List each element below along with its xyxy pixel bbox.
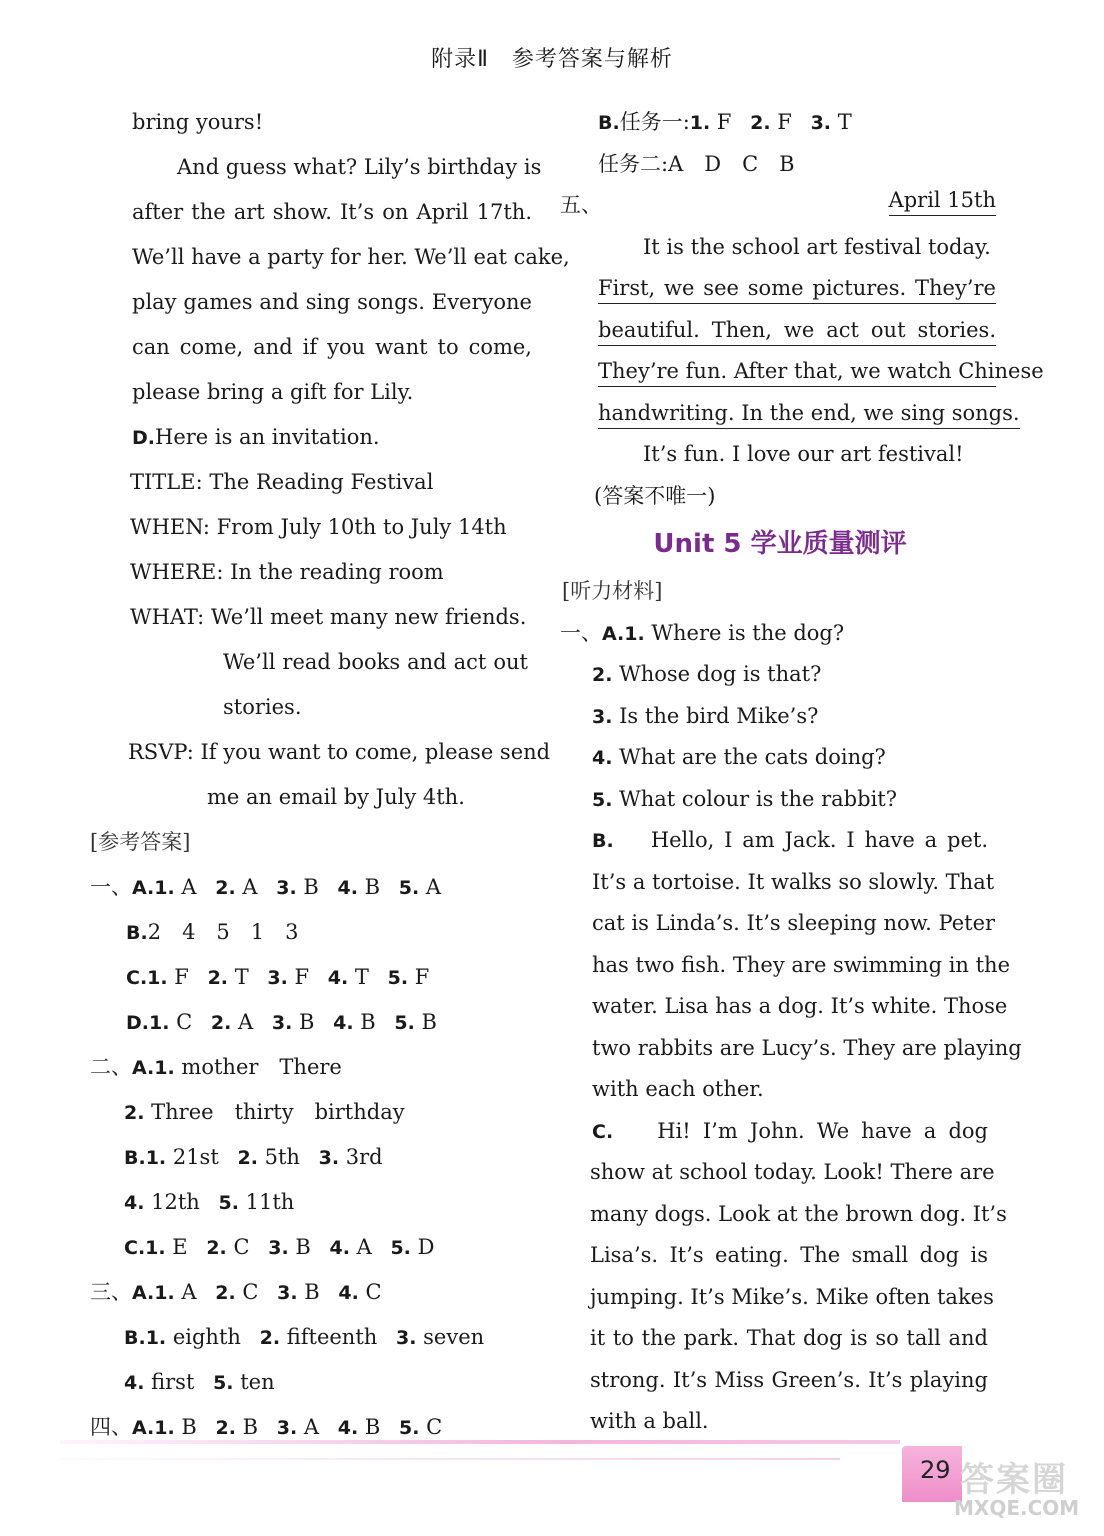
item-value: A	[297, 1415, 320, 1439]
item-number: 5.	[592, 788, 613, 811]
item-value: A	[235, 875, 258, 899]
item-value: B	[288, 1235, 311, 1259]
item-value: F	[167, 965, 189, 989]
answer-item	[338, 875, 399, 899]
answer-item	[215, 1280, 277, 1304]
answer-text: mother There	[181, 1055, 342, 1079]
item-value: B	[235, 1415, 259, 1439]
part-label: C.	[592, 1120, 614, 1143]
answer-item	[268, 1235, 329, 1259]
item-value: A	[419, 875, 442, 899]
item-number: 3.	[318, 1147, 340, 1169]
passage-line: strong. It’s Miss Green’s. It’s playing	[590, 1367, 988, 1392]
section-number: 二、	[90, 1055, 132, 1079]
part-label: A.	[132, 877, 155, 899]
passage-line	[560, 1111, 988, 1153]
item-value: C	[226, 1235, 250, 1259]
item-value: 21st	[166, 1145, 219, 1169]
item-number: 2.	[215, 1282, 236, 1304]
item-value: B	[358, 1415, 381, 1439]
answer-item	[213, 1370, 275, 1394]
part-label: B.	[124, 1327, 146, 1349]
answer-item	[124, 1370, 213, 1394]
part-label: A.	[132, 1057, 155, 1079]
item-number: 1.	[147, 967, 168, 989]
part-label: B.	[598, 112, 620, 134]
invitation-what: WHAT: We’ll meet many new friends.	[130, 605, 527, 629]
item-number: 4.	[338, 1282, 359, 1304]
item-value: B	[357, 875, 381, 899]
right-column	[560, 102, 1044, 1443]
essay-line	[560, 393, 1020, 435]
item-number: 3.	[268, 1237, 289, 1259]
answer-text: Three thirty birthday	[151, 1100, 405, 1124]
answer-item	[399, 1415, 442, 1439]
item-value: T	[228, 965, 249, 989]
question-row	[560, 613, 1000, 655]
answer-item	[811, 110, 852, 134]
text-line: And guess what? Lily’s birthday is	[177, 155, 542, 179]
item-value: 11th	[238, 1190, 295, 1214]
question-row	[560, 779, 1000, 821]
item-number: 1.	[154, 1057, 175, 1079]
question-text: What colour is the rabbit?	[619, 786, 897, 811]
item-value: D	[410, 1235, 435, 1259]
answer-list	[154, 1280, 381, 1304]
invitation-what-cont: stories.	[223, 695, 302, 719]
section-text: Here is an invitation.	[155, 425, 380, 449]
part-label: A.	[132, 1282, 155, 1304]
answer-item	[154, 875, 215, 899]
essay-line: It is the school art festival today.	[643, 234, 991, 259]
answer-item	[154, 1280, 215, 1304]
item-number: 4.	[124, 1372, 145, 1394]
passage-line: has two fish. They are swimming in the	[592, 952, 1011, 977]
answer-item	[147, 965, 207, 989]
item-value: A	[231, 1010, 254, 1034]
item-value: 12th	[144, 1190, 200, 1214]
item-number: 1.	[154, 877, 175, 899]
part-label: D.	[126, 1012, 149, 1034]
item-value: B	[174, 1415, 197, 1439]
answer-item	[215, 875, 276, 899]
answer-item	[267, 965, 327, 989]
answer-item	[206, 1235, 268, 1259]
invitation-rsvp-cont: me an email by July 4th.	[207, 785, 465, 809]
item-number: 3.	[276, 877, 297, 899]
item-number: 5.	[399, 1417, 420, 1439]
item-number: 2.	[210, 1012, 232, 1034]
unit-heading: Unit 5 学业质量测评	[653, 529, 907, 559]
answer-item	[333, 1010, 394, 1034]
item-number: 5.	[394, 1012, 415, 1034]
essay-note: (答案不唯一)	[594, 483, 716, 508]
text-line: can come, and if you want to come,	[132, 335, 532, 359]
answer-row	[90, 1360, 535, 1405]
answer-item	[399, 875, 441, 899]
essay-date: April 15th	[889, 185, 996, 216]
item-value: eighth	[166, 1325, 241, 1349]
answer-row	[90, 1135, 535, 1180]
item-number: 5.	[398, 877, 420, 899]
footer-divider	[60, 1458, 840, 1460]
item-value: seven	[416, 1325, 485, 1349]
item-value: C	[419, 1415, 443, 1439]
answer-row	[90, 955, 535, 1000]
answer-item	[338, 1280, 381, 1304]
part-label: A.	[602, 622, 625, 645]
answer-list	[154, 875, 441, 899]
answer-row	[90, 910, 535, 955]
text-line: We’ll have a party for her. We’ll eat cake,	[132, 245, 570, 269]
answer-list	[149, 1010, 437, 1034]
answer-item	[208, 965, 268, 989]
answer-item	[237, 1145, 318, 1169]
answer-item	[260, 1325, 396, 1349]
part-label: B.	[126, 922, 148, 944]
item-number: 3.	[396, 1327, 417, 1349]
answer-item	[319, 1145, 383, 1169]
passage-text: Hello, I am Jack. I have a pet.	[650, 828, 988, 852]
section-number: 一、	[90, 875, 132, 899]
text-line: after the art show. It’s on April 17th.	[132, 200, 532, 224]
answer-list	[145, 1235, 434, 1259]
essay-text: They’re fun. After that, we watch Chinese	[598, 356, 996, 387]
item-number: 2.	[592, 664, 613, 686]
item-value: C	[358, 1280, 382, 1304]
passage-line: two rabbits are Lucy’s. They are playing	[592, 1035, 1022, 1060]
answer-list	[147, 965, 429, 989]
answer-item	[394, 1010, 437, 1034]
item-value: B	[353, 1010, 376, 1034]
essay-text: First, we see some pictures. They’re	[598, 273, 996, 304]
part-label: C.	[124, 1237, 146, 1259]
answer-item	[272, 1010, 333, 1034]
answer-list	[146, 1325, 484, 1349]
item-value: F	[287, 965, 310, 989]
answer-list	[124, 1370, 275, 1394]
item-number: 1.	[624, 622, 645, 645]
invitation-where: WHERE: In the reading room	[130, 560, 444, 584]
item-number: 3.	[277, 1282, 298, 1304]
item-number: 1.	[154, 1417, 175, 1439]
answer-row	[560, 102, 1000, 144]
item-value: T	[348, 965, 369, 989]
passage-line: Lisa’s. It’s eating. The small dog is	[590, 1243, 988, 1267]
passage-line: with a ball.	[590, 1409, 709, 1433]
answer-row	[90, 1000, 535, 1045]
answer-item	[146, 1325, 260, 1349]
item-number: 2.	[750, 112, 771, 134]
footer-divider	[60, 1440, 900, 1444]
passage-line: It’s a tortoise. It walks so slowly. That	[592, 869, 995, 894]
item-value: F	[408, 965, 430, 989]
answer-list	[124, 1190, 294, 1214]
part-label: A.	[132, 1417, 155, 1439]
item-number: 3.	[810, 112, 832, 134]
answer-item	[390, 1235, 434, 1259]
answer-item	[690, 110, 750, 134]
item-number: 3.	[592, 705, 613, 728]
item-number: 1.	[145, 1237, 166, 1259]
question-row	[560, 737, 1000, 779]
essay-date-row	[560, 185, 1000, 227]
item-value: fifteenth	[280, 1325, 378, 1349]
answer-item	[328, 965, 388, 989]
passage-line: with each other.	[592, 1077, 764, 1101]
section-label: D.	[132, 427, 155, 449]
watermark-text: 答案圈	[960, 1460, 1068, 1500]
item-number: 2.	[124, 1102, 145, 1124]
item-number: 4.	[592, 747, 613, 769]
item-number: 3.	[276, 1417, 298, 1439]
section-number: 一、	[560, 620, 602, 645]
answer-item	[211, 1010, 272, 1034]
invitation-when: WHEN: From July 10th to July 14th	[130, 515, 507, 539]
part-label: C.	[126, 967, 148, 989]
answer-row	[90, 1225, 535, 1270]
answer-row	[90, 1090, 535, 1135]
answer-key-label: [参考答案]	[90, 830, 191, 854]
essay-line: It’s fun. I love our art festival!	[643, 442, 964, 466]
item-number: 2.	[206, 1237, 227, 1259]
listening-label: [听力材料]	[562, 579, 663, 603]
passage-line: it to the park. That dog is so tall and	[590, 1326, 988, 1350]
item-number: 5.	[390, 1237, 411, 1259]
section-d	[90, 415, 535, 460]
passage-line	[560, 820, 988, 862]
item-number: 3.	[271, 1012, 293, 1034]
answer-item	[277, 1280, 338, 1304]
watermark-logo	[954, 1452, 1100, 1532]
item-number: 1.	[145, 1147, 167, 1169]
essay-line	[560, 351, 1044, 393]
answer-list	[690, 110, 852, 134]
task-label: 任务一:	[619, 110, 690, 134]
item-value: first	[144, 1370, 195, 1394]
item-value: C	[235, 1280, 259, 1304]
page-header: 附录Ⅱ 参考答案与解析	[431, 47, 673, 72]
left-column	[90, 100, 570, 1450]
item-number: 4.	[327, 967, 349, 989]
answer-item	[216, 1415, 277, 1439]
item-value: A	[174, 875, 197, 899]
answer-item	[145, 1235, 206, 1259]
answer-row	[90, 1315, 535, 1360]
answer-item	[124, 1190, 219, 1214]
answer-row	[90, 1270, 535, 1315]
item-number: 1.	[145, 1327, 167, 1349]
answer-list	[154, 1415, 442, 1439]
answer-item	[329, 1235, 390, 1259]
question-row	[560, 654, 1000, 696]
text-line: bring yours!	[132, 110, 264, 134]
item-number: 2.	[207, 967, 229, 989]
section-number: 三、	[90, 1280, 132, 1304]
item-number: 4.	[337, 877, 358, 899]
question-text: Where is the dog?	[651, 620, 845, 645]
section-number: 五、	[560, 193, 602, 217]
answer-text: 2 4 5 1 3	[147, 920, 299, 944]
passage-line: jumping. It’s Mike’s. Mike often takes	[590, 1284, 994, 1309]
item-number: 2.	[215, 877, 236, 899]
item-number: 4.	[333, 1012, 354, 1034]
item-number: 4.	[337, 1417, 359, 1439]
passage-line: water. Lisa has a dog. It’s white. Those	[592, 994, 1008, 1018]
item-value: C	[169, 1010, 193, 1034]
essay-text: handwriting. In the end, we sing songs.	[598, 398, 1020, 429]
essay-line	[560, 268, 1000, 310]
item-number: 4.	[124, 1192, 145, 1214]
answer-item	[388, 965, 430, 989]
answer-row: 任务二:A D C B	[598, 151, 795, 176]
item-value: F	[710, 110, 732, 134]
answer-item	[396, 1325, 484, 1349]
item-value: 5th	[257, 1145, 300, 1169]
section-number: 四、	[90, 1415, 132, 1439]
item-value: B	[297, 1280, 320, 1304]
item-number: 5.	[387, 967, 409, 989]
text-line: please bring a gift for Lily.	[132, 380, 414, 404]
answer-row	[90, 1045, 535, 1090]
answer-item	[154, 1415, 215, 1439]
passage-line: cat is Linda’s. It’s sleeping now. Peter	[592, 911, 996, 935]
item-number: 3.	[267, 967, 288, 989]
part-label: B.	[592, 830, 614, 852]
answer-item	[219, 1190, 295, 1214]
page-number: 29	[920, 1456, 951, 1484]
essay-text: beautiful. Then, we act out stories.	[598, 315, 996, 346]
answer-row	[90, 865, 535, 910]
item-value: B	[296, 875, 319, 899]
item-number: 2.	[215, 1417, 236, 1439]
passage-line: many dogs. Look at the brown dog. It’s	[590, 1201, 1007, 1226]
item-number: 2.	[259, 1327, 281, 1349]
answer-item	[277, 1415, 338, 1439]
item-number: 1.	[689, 112, 711, 134]
item-value: 3rd	[339, 1145, 383, 1169]
question-row	[560, 696, 1000, 738]
item-number: 5.	[218, 1192, 239, 1214]
answer-item	[750, 110, 810, 134]
essay-line	[560, 310, 1000, 352]
question-text: Whose dog is that?	[619, 662, 822, 686]
answer-row	[90, 1180, 535, 1225]
question-text: What are the cats doing?	[619, 745, 886, 769]
question-text: Is the bird Mike’s?	[619, 703, 819, 728]
item-value: E	[165, 1235, 188, 1259]
item-number: 1.	[149, 1012, 170, 1034]
answer-list	[146, 1145, 383, 1169]
item-value: F	[770, 110, 792, 134]
answer-item	[338, 1415, 399, 1439]
answer-item	[276, 875, 337, 899]
item-value: A	[174, 1280, 197, 1304]
passage-text: Hi! I’m John. We have a dog	[657, 1118, 988, 1143]
item-number: 1.	[154, 1282, 175, 1304]
invitation-what-cont: We’ll read books and act out	[223, 650, 528, 674]
item-value: A	[349, 1235, 372, 1259]
item-value: B	[414, 1010, 437, 1034]
item-value: ten	[233, 1370, 275, 1394]
item-value: T	[831, 110, 852, 134]
answer-item	[149, 1010, 211, 1034]
item-value: B	[292, 1010, 315, 1034]
part-label: B.	[124, 1147, 146, 1169]
item-number: 2.	[237, 1147, 258, 1169]
passage-line: show at school today. Look! There are	[590, 1160, 995, 1184]
invitation-title: TITLE: The Reading Festival	[130, 470, 434, 494]
text-line: play games and sing songs. Everyone	[132, 290, 532, 314]
answer-item	[146, 1145, 238, 1169]
item-number: 5.	[213, 1372, 234, 1394]
invitation-rsvp: RSVP: If you want to come, please send	[128, 740, 551, 764]
item-number: 4.	[329, 1237, 350, 1259]
watermark-url: MXQE.COM	[954, 1496, 1080, 1520]
